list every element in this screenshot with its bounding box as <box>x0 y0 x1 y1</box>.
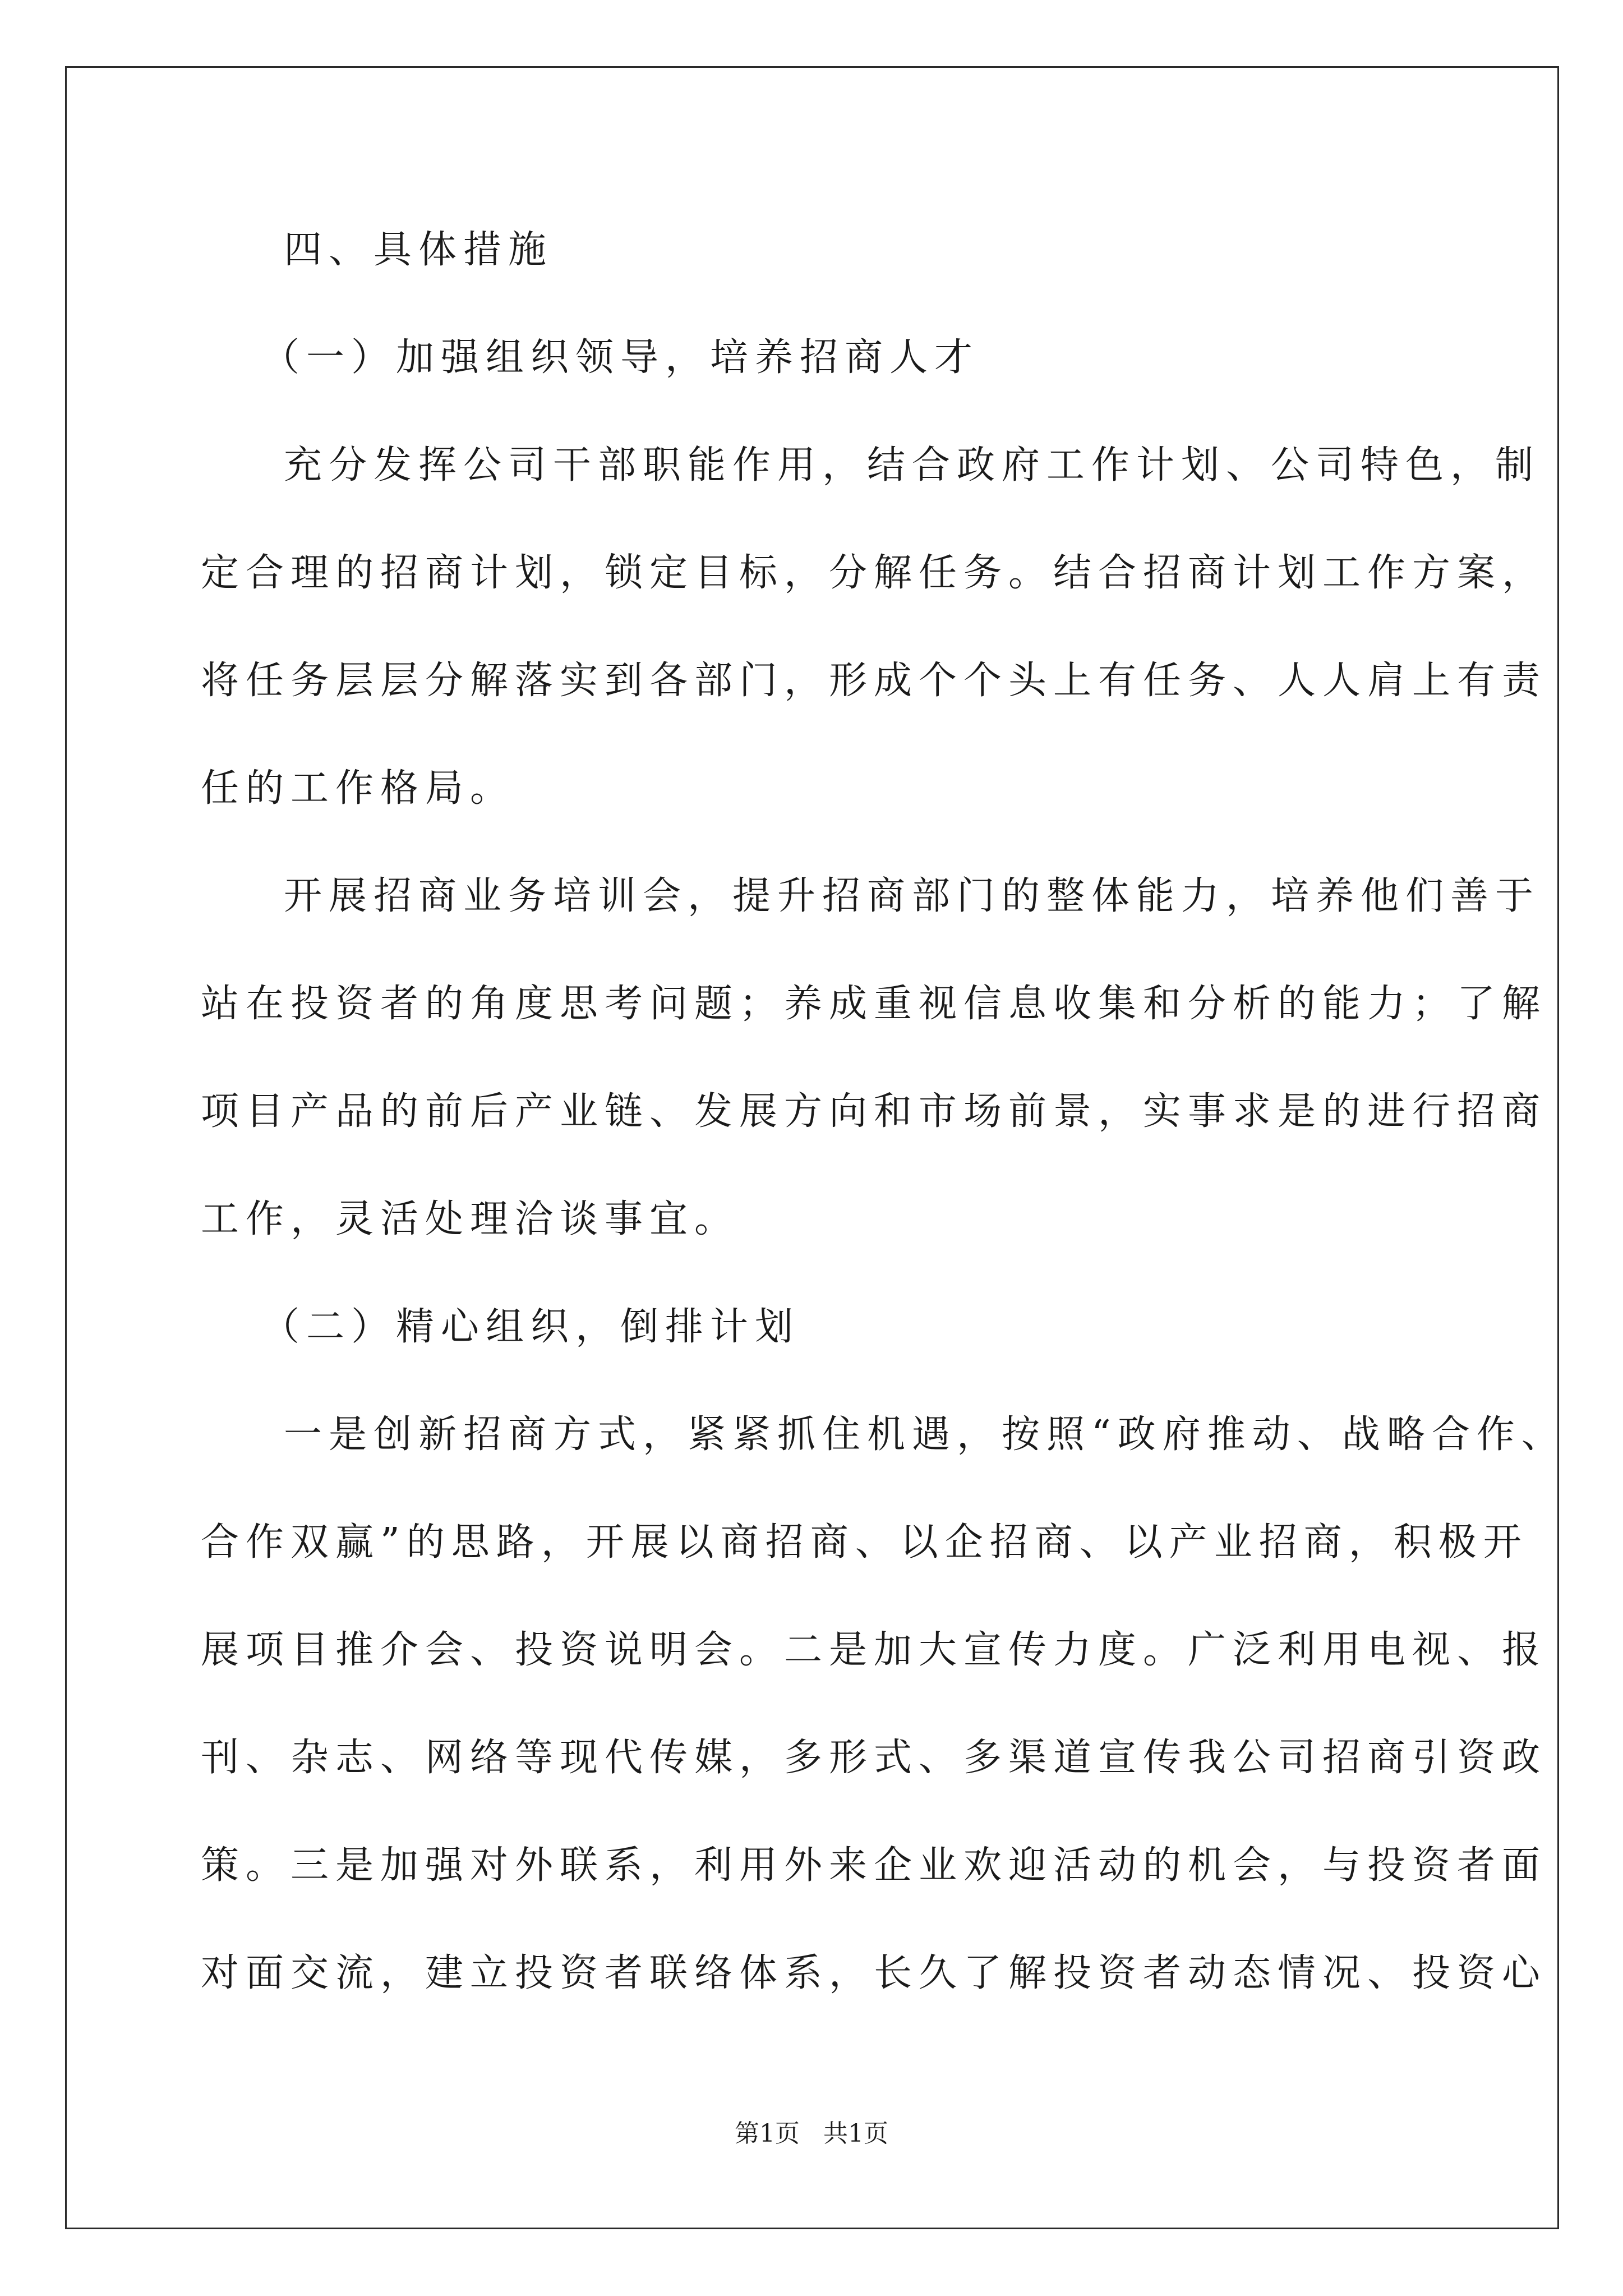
section1-para1-line3: 将任务层层分解落实到各部门，形成个个头上有任务、人人肩上有责 <box>201 659 1547 703</box>
section1-para2-line4: 工作，灵活处理洽谈事宜。 <box>201 1197 740 1241</box>
section2-para1-line6: 对面交流，建立投资者联络体系，长久了解投资者动态情况、投资心 <box>201 1951 1547 1995</box>
section1-para1-line2: 定合理的招商计划，锁定目标，分解任务。结合招商计划工作方案， <box>201 551 1547 595</box>
section1-para1-line1: 充分发挥公司干部职能作用，结合政府工作计划、公司特色，制 <box>284 443 1541 487</box>
page-border <box>65 66 1559 2229</box>
heading-main: 四、具体措施 <box>284 228 554 272</box>
section1-para2-line3: 项目产品的前后产业链、发展方向和市场前景，实事求是的进行招商 <box>201 1089 1547 1134</box>
section1-para2-line2: 站在投资者的角度思考问题；养成重视信息收集和分析的能力；了解 <box>201 982 1547 1026</box>
section2-heading: （二）精心组织，倒排计划 <box>261 1305 800 1349</box>
section2-para1-line5: 策。三是加强对外联系，利用外来企业欢迎活动的机会，与投资者面 <box>201 1843 1547 1888</box>
section1-heading: （一）加强组织领导，培养招商人才 <box>261 335 980 380</box>
section1-para2-line1: 开展招商业务培训会，提升招商部门的整体能力，培养他们善于 <box>284 874 1541 918</box>
section1-para1-line4: 任的工作格局。 <box>201 766 515 811</box>
section2-para1-line3: 展项目推介会、投资说明会。二是加大宣传力度。广泛利用电视、报 <box>201 1628 1547 1672</box>
section2-para1-line2: 合作双赢”的思路，开展以商招商、以企招商、以产业招商，积极开 <box>201 1520 1528 1565</box>
section2-para1-line1: 一是创新招商方式，紧紧抓住机遇，按照“政府推动、战略合作、 <box>284 1412 1566 1457</box>
section2-para1-line4: 刊、杂志、网络等现代传媒，多形式、多渠道宣传我公司招商引资政 <box>201 1736 1547 1780</box>
page-footer: 第1页 共1页 <box>735 2119 888 2148</box>
